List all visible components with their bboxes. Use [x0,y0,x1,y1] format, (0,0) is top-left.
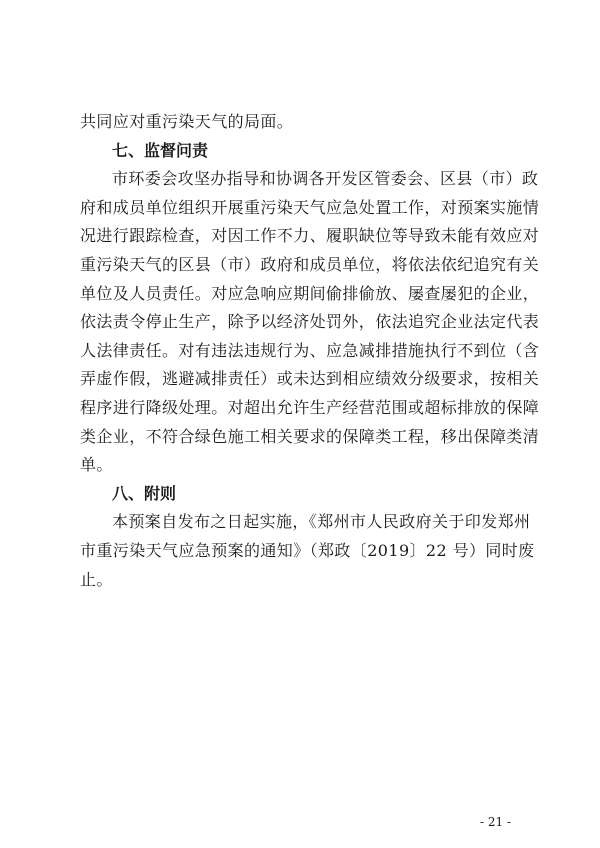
section-paragraph-supervision [80,165,540,480]
paragraph-line: 止。 [80,569,113,589]
section-heading-supplementary: 八、附则 [112,483,177,503]
paragraph-line: 本预案自发布之日起实施，《郑州市人民政府关于印发郑州 [112,512,531,532]
paragraph-line: 重污染天气的区县（市）政府和成员单位，将依法依纪追究有关 [80,254,540,274]
document-body [80,108,540,594]
paragraph-line: 程序进行降级处理。对超出允许生产经营范围或超标排放的保障 [80,397,540,417]
intro-line: 共同应对重污染天气的局面。 [80,112,294,131]
paragraph-line: 单。 [80,455,113,475]
paragraph-line: 市重污染天气应急预案的通知》（郑政〔2019〕22 号）同时废 [80,540,535,560]
paragraph-line: 市环委会攻坚办指导和协调各开发区管委会、区县（市）政 [112,169,539,189]
paragraph-line: 弄虚作假，逃避减排责任）或未达到相应绩效分级要求，按相关 [80,369,540,389]
section-paragraph-supplementary [80,508,535,594]
paragraph-line: 单位及人员责任。对应急响应期间偷排偷放、屡查屡犯的企业， [80,283,540,303]
paragraph-line: 依法责令停止生产，除予以经济处罚外，依法追究企业法定代表 [80,312,540,332]
paragraph-line: 府和成员单位组织开展重污染天气应急处置工作，对预案实施情 [80,197,540,217]
section-heading-supervision: 七、监督问责 [112,140,209,160]
page-number: - 21 - [480,815,512,829]
paragraph-line: 况进行跟踪检查，对因工作不力、履职缺位等导致未能有效应对 [80,226,540,246]
paragraph-line: 类企业，不符合绿色施工相关要求的保障类工程，移出保障类清 [80,426,540,446]
paragraph-line: 人法律责任。对有违法违规行为、应急减排措施执行不到位（含 [80,340,540,360]
